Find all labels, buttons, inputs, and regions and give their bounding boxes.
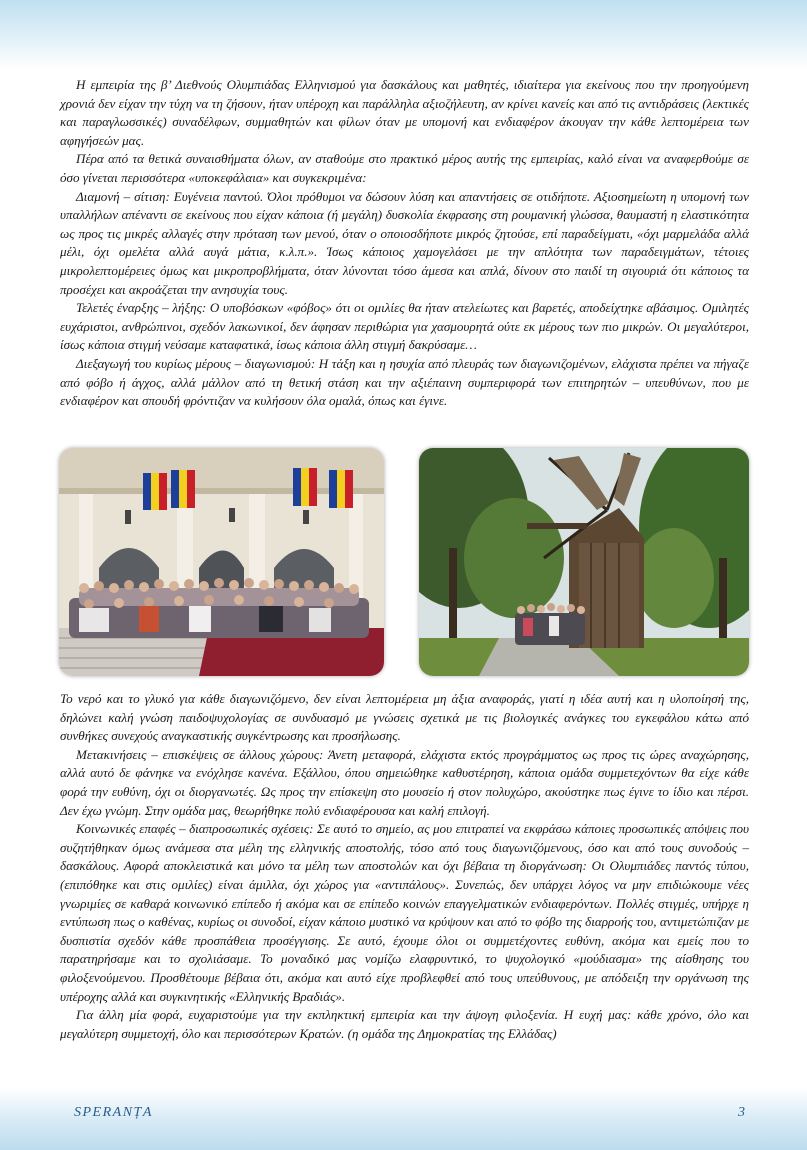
article-text-top: [60, 76, 749, 411]
group-photo-palace-steps: [59, 448, 384, 676]
page-number: 3: [738, 1105, 745, 1120]
paragraph: Πέρα από τα θετικά συναισθήματα όλων, αν σταθούμε στο πρακτικό μέρος αυτής της εμπειρίας, καλό είναι να αναφερθούμε σε όσο γίνεται περισσότερα «υποκεφάλαια» και συγκεκριμένα:: [60, 151, 749, 185]
paragraph: Τελετές έναρξης – λήξης: Ο υποβόσκων «φόβος» ότι οι ομιλίες θα ήταν ατελείωτες και βαρετές, αποδείχτηκε αβάσιμος. Ομιλητές ευχάριστοι, ανθρώπινοι, σχεδόν λακωνικοί, δεν άφησαν περιθώρια για χασμουρητά ούτε εκ μέρους των πιο μικρών. Οι μεγαλύτεροι, ίσως κάποια στιγμή νεύσαμε καταφατικά, ίσως κάποια άλλη στιγμή δακρύσαμε…: [60, 300, 749, 353]
wooden-windmill-photo: [419, 448, 749, 676]
top-header-band: [0, 0, 807, 70]
article-text-bottom: [60, 690, 749, 1043]
paragraph: Διεξαγωγή του κυρίως μέρους – διαγωνισμού: Η τάξη και η ησυχία από πλευράς των διαγωνιζομένων, ελάχιστα πρέπει να πήγαζε από φόβο ή άγχος, αλλά μάλλον από τη θετική στάση και την αξιέπαινη συμπεριφορά των επιτηρητών – υπευθύνων, που με ενδιαφέρον και σπουδή φρόντιζαν να κυλήσουν όλα ομαλά, όπως και έγινε.: [60, 355, 749, 409]
paragraph: Το νερό και το γλυκό για κάθε διαγωνιζόμενο, δεν είναι λεπτομέρεια μη άξια αναφοράς, γιατί η ιδέα αυτή και η υλοποίησή της, δηλώνει καλή γνώση παιδοψυχολογίας σε συνδυασμό με γνώσεις σχετικά με τις βιολογικές ανάγκες του εγκεφάλου κάτω από συνθήκες συνεχούς αναγκαστικής συγκέντρωσης και προσήλωσης.: [60, 691, 749, 744]
journal-name: SPERANȚA: [74, 1105, 153, 1120]
paragraph: Κοινωνικές επαφές – διαπροσωπικές σχέσεις: Σε αυτό το σημείο, ας μου επιτραπεί να εκφράσω κάποιες προσωπικές απόψεις που συζητήθηκαν όμως ανάμεσα στα μέλη της ελληνικής αποστολής, τόσο από τους διαγωνιζόμενους, όσο και από τους συνοδούς – δασκάλους. Αφορά αποκλειστικά και μόνο τα μέλη των αποστολών και όχι βέβαια τη διοργάνωση: Οι Ολυμπιάδες παντός τύπου, (επιπόθηκε και στις ομιλίες) είναι άμιλλα, όχι χώρος για «αντιπάλους». Συνεπώς, δεν υπάρχει λόγος να μην επιδιώκουμε νέες γνωριμίες σε καθαρά κοινωνικό επίπεδο ή ακόμα και σε επίπεδο κοινών επαγγελματικών ενδιαφερόντων. Πολλές στιγμές, υπήρχε η εντύπωση πως ο καθένας, κυρίως οι συνοδοί, είχαν κάποιο μυστικό να κρύψουν και από το φόβο της διαρροής του, αντιμετώπιζαν με δυσπιστία σχεδόν κάθε προσπάθεια προσέγγισης. Σε αυτό, έχουμε όλοι οι συμμετέχοντες ευθύνη, ακόμα και εμείς που το παρατηρήσαμε και το σχολιάσαμε. Το μοναδικό μας νομίζω ελαφρυντικό, το ψυχολογικό «μούδιασμα» της αίσθησης του φιλοξενούμενου. Προσθέτουμε βέβαια ότι, ακόμα και αυτό είχε προβλεφθεί από τους υπεύθυνους, με απόδειξη την οργάνωση της υπέροχης αλλά και συγκινητικής «Ελληνικής Βραδιάς».: [60, 821, 749, 1004]
paragraph: Για άλλη μία φορά, ευχαριστούμε για την εκπληκτική εμπειρία και την άψογη φιλοξενία. Η ευχή μας: κάθε χρόνο, όλο και μεγαλύτερη συμμετοχή, όλο και περισσότερων Κρατών. (η ομάδα της Δημοκρατίας της Ελλάδας): [60, 1007, 749, 1041]
paragraph: Η εμπειρία της β’ Διεθνούς Ολυμπιάδας Ελληνισμού για δασκάλους και μαθητές, ιδιαίτερα για εκείνους που την προηγούμενη χρονιά δεν είχαν την τύχη να τη ζήσουν, ήταν υπέροχη και παράλληλα αξιοζήλευτη, αν κρίνει κανείς και από τις αντιδράσεις (λεκτικές και παραγλωσσικές) συναδέλφων, συμμαθητών και φίλων όταν με υπομονή και ενδιαφέρον άκουγαν την κάθε λεπτομέρεια των αφηγήσεών μας.: [60, 77, 749, 148]
paragraph: Μετακινήσεις – επισκέψεις σε άλλους χώρους: Άνετη μεταφορά, ελάχιστα εκτός προγράμματος ως προς τις ώρες αναχώρησης, αλλά αυτό δε φάνηκε να ενόχλησε κανένα. Εξάλλου, όπου σημειώθηκε καθυστέρηση, κάποια ομάδα συμμετεχόντων θα είχε κάθε φορά την ευθύνη, όχι οι διοργανωτές. Ως προς την επίσκεψη στο μουσείο ή στον πολυχώρο, ακούστηκε πως έγινε το ίδιο και πέρσι. Δεν έχω γνώμη. Στην ομάδα μας, θεωρήθηκε πολύ ενδιαφέρουσα και καλή επιλογή.: [60, 746, 749, 818]
paragraph: Διαμονή – σίτιση: Ευγένεια παντού. Όλοι πρόθυμοι να δώσουν λύση και απαντήσεις σε οτιδήποτε. Αξιοσημείωτη η υπομονή των υπαλλήλων απέναντι σε εκείνους που είχαν κάποια (ή μεγάλη) δυσκολία έκφρασης στη ρουμανική γλώσσα, θαυμαστή η ελαστικότητα ως προς τις μικρές αλλαγές στην πρόταση των μενού, όταν ο οποιοσδήποτε μικρός ζητούσε, επί παραδείγματι, «όχι μαρμελάδα αλλά μέλι, όχι ομελέτα αλλά αυγά μάτια, κ.λ.π.». Ίσως κάποιος χαμογελάσει με την απλότητα των παραδειγμάτων, τέτοιες μικρολεπτομέρειες όμως και μικροπροβλήματα, όταν λύνονται τόσο άμεσα και απλά, δίνουν στο παιδί τη σιγουριά ότι κάποιος τα προσέχει και ακροάζεται την ανησυχία τους.: [60, 188, 749, 297]
